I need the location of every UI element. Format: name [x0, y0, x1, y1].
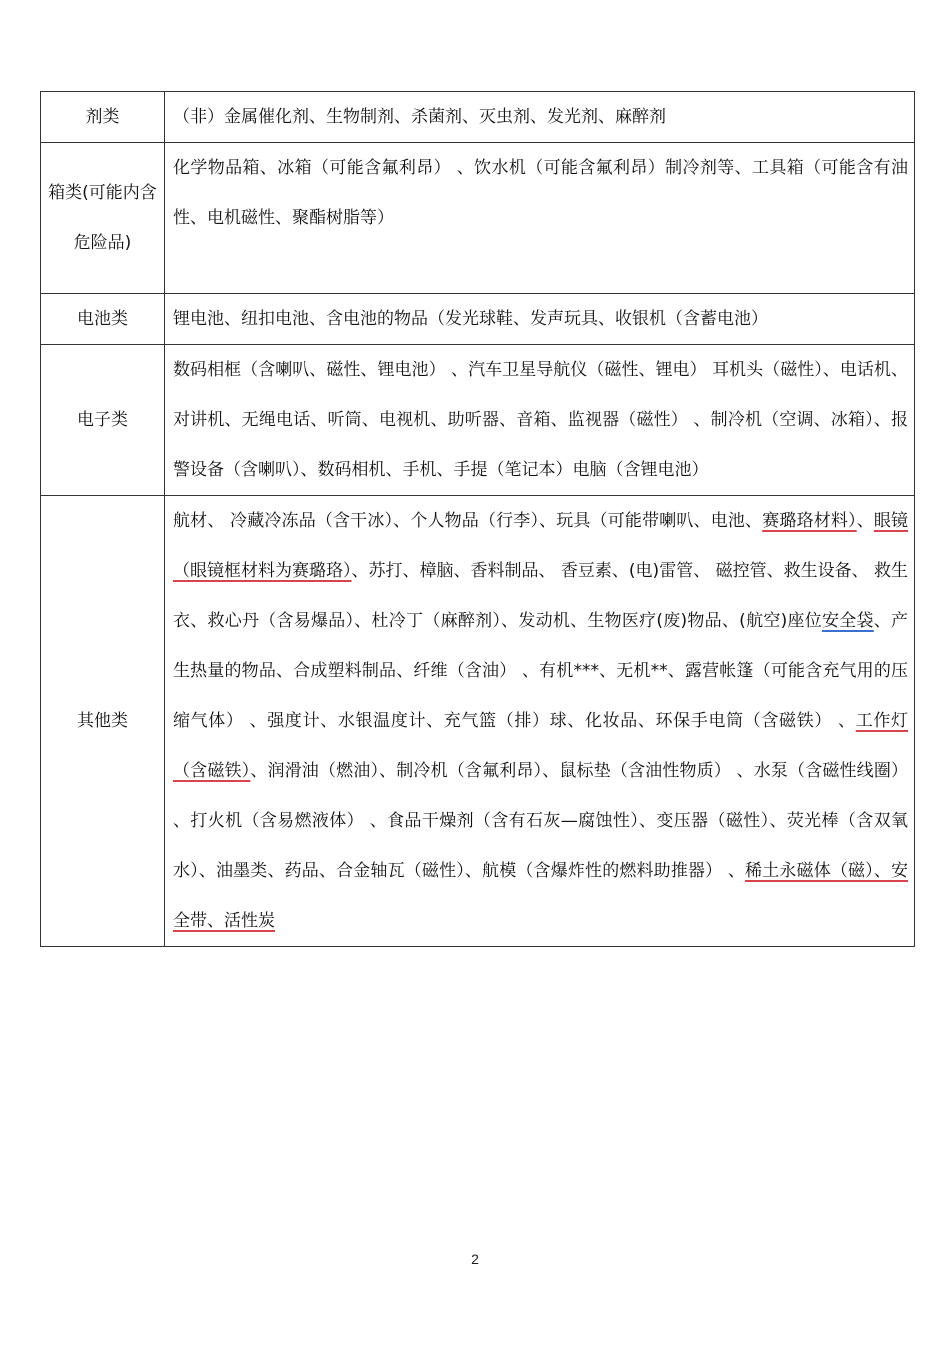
- items-cell: （非）金属催化剂、生物制剂、杀菌剂、灭虫剂、发光剂、麻醉剂: [165, 92, 915, 143]
- category-cell: 剂类: [41, 92, 165, 143]
- underlined-item: 稀土永磁体（磁）、安全带、活性炭: [173, 861, 908, 931]
- item-text: 、产生热量的物品、合成塑料制品、纤维（含油） 、有机***、无机**、露营帐篷（可能含充气用的压缩气体） 、强度计、水银温度计、充气篮（排）球、化妆品、环保手电筒（含磁铁） 、: [173, 611, 909, 731]
- item-text: 、: [856, 511, 874, 531]
- category-cell: 其他类: [41, 496, 165, 947]
- category-cell: 电池类: [41, 294, 165, 345]
- hazard-category-table: [40, 91, 915, 947]
- items-cell: 数码相框（含喇叭、磁性、锂电池） 、汽车卫星导航仪（磁性、锂电） 耳机头（磁性）、电话机、对讲机、无绳电话、听筒、电视机、助听器、音箱、监视器（磁性） 、制冷机（空调、冰箱）、报警设备（含喇叭）、数码相机、手机、手提（笔记本）电脑（含锂电池）: [165, 345, 915, 496]
- table-row: [41, 294, 915, 345]
- category-cell: 电子类: [41, 345, 165, 496]
- underlined-item: 眼镜（眼镜框材料为赛璐珞）: [173, 511, 909, 581]
- table-row: [41, 496, 915, 947]
- item-text: 、润滑油（燃油）、制冷机（含氟利昂）、鼠标垫（含油性物质） 、水泵（含磁性线圈） 、打火机（含易燃液体） 、食品干燥剂（含有石灰—腐蚀性）、变压器（磁性）、荧光棒（含双氧水）、油墨类、药品、合金轴瓦（磁性）、航模（含爆炸性的燃料助推器） 、: [173, 761, 909, 881]
- underlined-item: 工作灯（含磁铁）: [173, 711, 908, 781]
- category-cell: 箱类(可能内含危险品): [41, 143, 165, 294]
- item-text: 航材、 冷藏冷冻品（含干冰）、个人物品（行李）、玩具（可能带喇叭、电池、: [173, 511, 763, 531]
- items-cell: [165, 496, 915, 947]
- table-row: [41, 92, 915, 143]
- table-row: [41, 143, 915, 294]
- items-cell: 锂电池、纽扣电池、含电池的物品（发光球鞋、发声玩具、收银机（含蓄电池）: [165, 294, 915, 345]
- underlined-item: 赛璐珞材料）: [762, 511, 857, 531]
- page-number: 2: [471, 1251, 479, 1267]
- item-text: 、苏打、樟脑、香料制品、 香豆素、(电)雷管、 磁控管、救生设备、 救生衣、救心丹（含易爆品）、杜冷丁（麻醉剂）、发动机、生物医疗(废)物品、(航空)座位: [173, 561, 909, 631]
- underlined-item: 安全袋: [821, 611, 874, 631]
- items-cell: 化学物品箱、冰箱（可能含氟利昂） 、饮水机（可能含氟利昂）制冷剂等、工具箱（可能含有油性、电机磁性、聚酯树脂等）: [165, 143, 915, 294]
- table-row: [41, 345, 915, 496]
